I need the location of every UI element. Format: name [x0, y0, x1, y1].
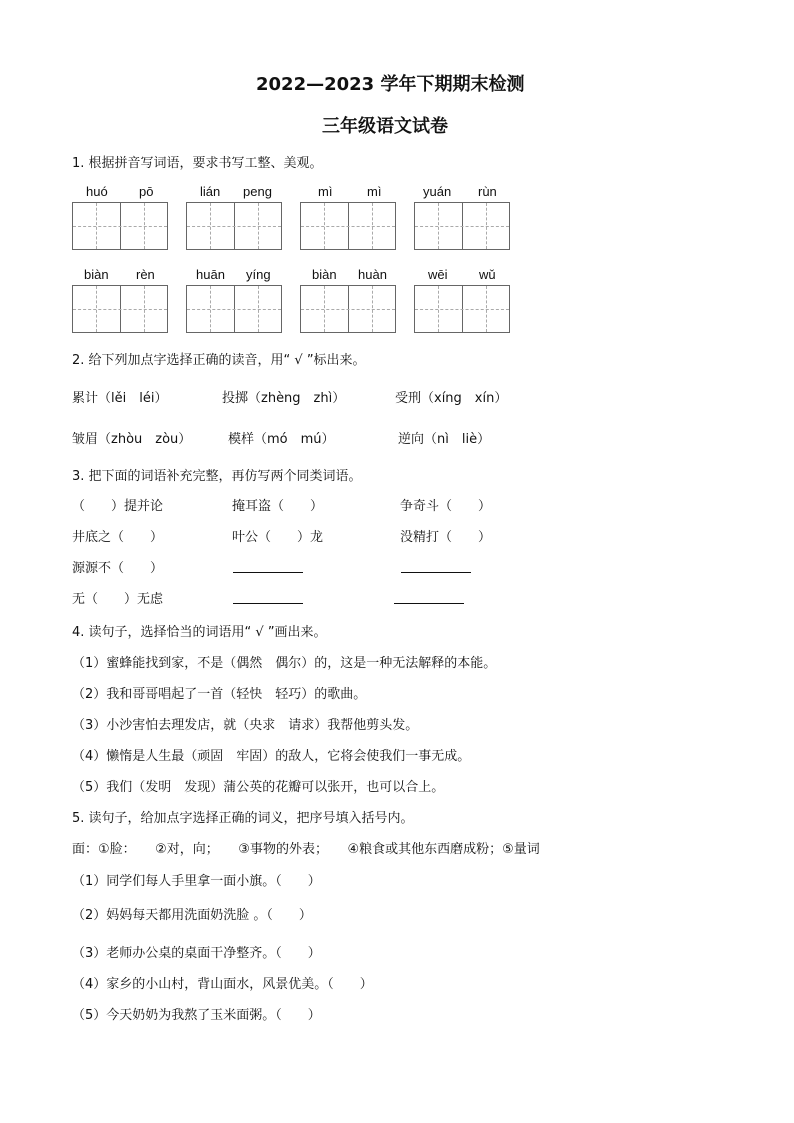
page-subtitle: 三年级语文试卷	[322, 116, 448, 137]
pinyin: mì	[318, 184, 333, 199]
pinyin: pō	[139, 184, 154, 199]
pinyin: mì	[367, 184, 382, 199]
pinyin: huó	[86, 184, 108, 199]
writing-grid[interactable]	[414, 285, 510, 333]
q4-item: （2）我和哥哥唱起了一首（轻快 轻巧）的歌曲。	[72, 687, 367, 702]
pinyin: wēi	[428, 267, 448, 282]
q3-item: （ ）提并论	[72, 499, 164, 514]
pinyin: biàn	[84, 267, 109, 282]
q5-item: （4）家乡的小山村，背山面水，风景优美。（ ）	[72, 977, 373, 992]
q5-item: （5）今天奶奶为我熬了玉米面粥。（ ）	[72, 1008, 321, 1023]
writing-grid[interactable]	[186, 202, 282, 250]
pinyin: rèn	[136, 267, 155, 282]
answer-blank[interactable]	[394, 603, 464, 604]
q4-item: （3）小沙害怕去理发店，就（央求 请求）我帮他剪头发。	[72, 718, 419, 733]
pinyin: yíng	[246, 267, 271, 282]
writing-grid[interactable]	[72, 202, 168, 250]
q2-item: 投掷（zhèng zhì）	[222, 391, 346, 406]
answer-blank[interactable]	[233, 603, 303, 604]
pinyin: lián	[200, 184, 221, 199]
q3-item: 无（ ）无虑	[72, 592, 164, 607]
q3-item: 没精打（ ）	[400, 530, 492, 545]
q3-item: 井底之（ ）	[72, 530, 164, 545]
q2-item: 皱眉（zhòu zòu）	[72, 432, 192, 447]
q5-item: （1）同学们每人手里拿一面小旗。（ ）	[72, 874, 321, 889]
pinyin: huàn	[358, 267, 387, 282]
q3-prompt: 3. 把下面的词语补充完整，再仿写两个同类词语。	[72, 469, 362, 484]
writing-grid[interactable]	[300, 202, 396, 250]
pinyin: wǔ	[479, 267, 496, 282]
q2-prompt: 2. 给下列加点字选择正确的读音，用“ √ ”标出来。	[72, 353, 366, 368]
writing-grid[interactable]	[186, 285, 282, 333]
q2-item: 逆向（nì liè）	[398, 432, 491, 447]
pinyin: rùn	[478, 184, 497, 199]
q3-item: 叶公（ ）龙	[232, 530, 324, 545]
page-title: 2022—2023 学年下期期末检测	[256, 74, 525, 95]
q2-item: 受刑（xíng xín）	[395, 391, 508, 406]
q4-item: （5）我们（发明 发现）蒲公英的花瓣可以张开，也可以合上。	[72, 780, 445, 795]
pinyin: peng	[243, 184, 272, 199]
q2-item: 模样（mó mú）	[228, 432, 335, 447]
writing-grid[interactable]	[72, 285, 168, 333]
pinyin: biàn	[312, 267, 337, 282]
writing-grid[interactable]	[414, 202, 510, 250]
q4-item: （1）蜜蜂能找到家，不是（偶然 偶尔）的，这是一种无法解释的本能。	[72, 656, 497, 671]
q3-item: 掩耳盗（ ）	[232, 499, 324, 514]
q5-prompt: 5. 读句子，给加点字选择正确的词义，把序号填入括号内。	[72, 811, 414, 826]
q4-prompt: 4. 读句子，选择恰当的词语用“ √ ”画出来。	[72, 625, 327, 640]
q5-item: （3）老师办公桌的桌面干净整齐。（ ）	[72, 946, 321, 961]
q1-prompt: 1. 根据拼音写词语，要求书写工整、美观。	[72, 156, 323, 171]
q3-item: 源源不（ ）	[72, 561, 164, 576]
q5-meanings: 面：①脸： ②对，向； ③事物的外表； ④粮食或其他东西磨成粉；⑤量词	[72, 842, 540, 857]
writing-grid[interactable]	[300, 285, 396, 333]
q5-item: （2）妈妈每天都用洗面奶洗脸 。（ ）	[72, 908, 312, 923]
q2-item: 累计（lěi léi）	[72, 391, 168, 406]
answer-blank[interactable]	[233, 572, 303, 573]
q3-item: 争奇斗（ ）	[400, 499, 492, 514]
pinyin: yuán	[423, 184, 452, 199]
q4-item: （4）懒惰是人生最（顽固 牢固）的敌人，它将会使我们一事无成。	[72, 749, 471, 764]
pinyin: huān	[196, 267, 225, 282]
answer-blank[interactable]	[401, 572, 471, 573]
